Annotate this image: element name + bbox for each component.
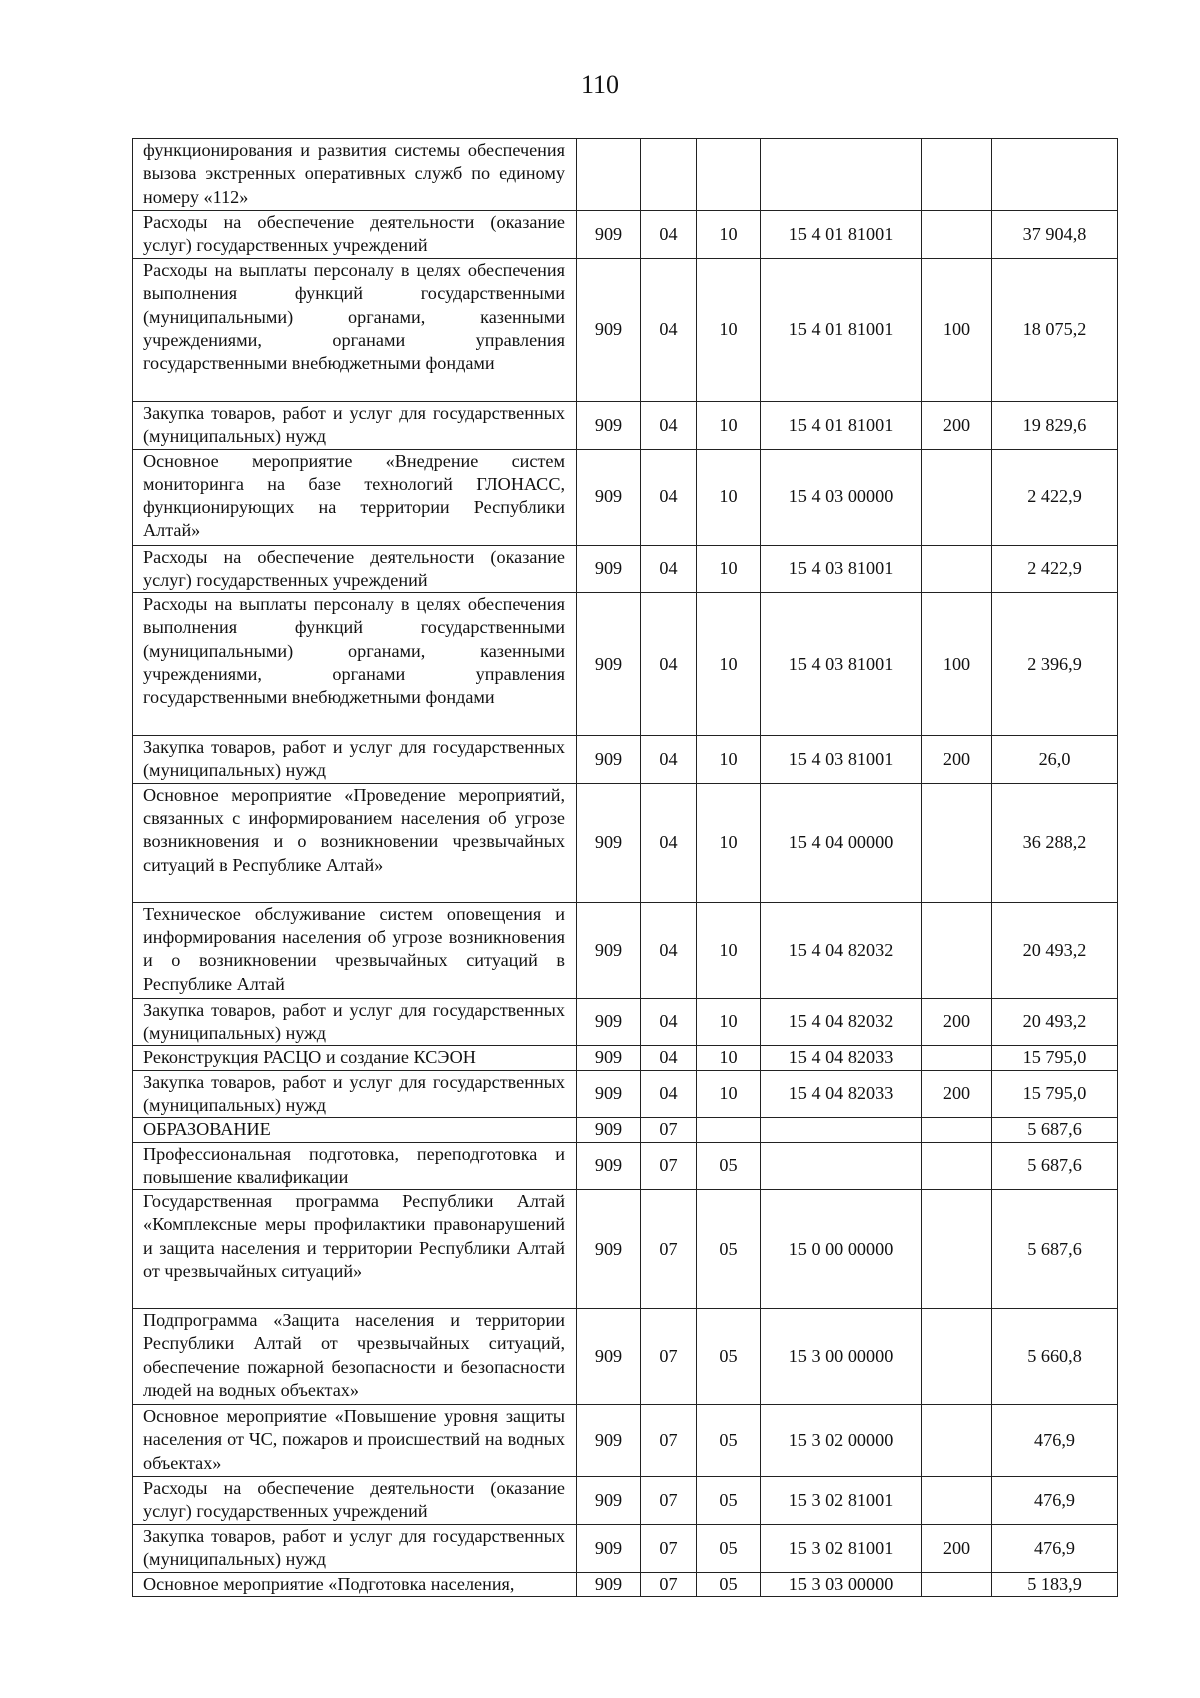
section-code-cell: [641, 139, 697, 211]
grbs-code-cell: 909: [577, 402, 641, 450]
expense-type-cell: 200: [922, 1524, 992, 1572]
grbs-code-cell: 909: [577, 545, 641, 593]
expense-type-cell: 200: [922, 736, 992, 784]
section-code-cell: 04: [641, 211, 697, 259]
expense-name-cell: Профессиональная подготовка, переподготовка и повышение квалификации: [133, 1142, 577, 1190]
target-article-cell: 15 3 00 00000: [761, 1309, 922, 1405]
table-row: [133, 998, 1118, 1046]
budget-table: [132, 138, 1118, 1597]
section-code-cell: 04: [641, 593, 697, 736]
expense-name-cell: Расходы на обеспечение деятельности (оказание услуг) государственных учреждений: [133, 211, 577, 259]
target-article-cell: 15 3 02 00000: [761, 1405, 922, 1477]
section-code-cell: 04: [641, 783, 697, 902]
expense-name-cell: Основное мероприятие «Проведение мероприятий, связанных с информированием населения об угрозе возникновения и о возникновении чрезвычайных ситуаций в Республике Алтай»: [133, 783, 577, 902]
table-row: [133, 211, 1118, 259]
expense-name-cell: Расходы на выплаты персоналу в целях обеспечения выполнения функций государственными (муниципальными) органами, казенными учреждениями, органами управления государственными внебюджетными фондами: [133, 259, 577, 402]
section-code-cell: 07: [641, 1405, 697, 1477]
grbs-code-cell: 909: [577, 998, 641, 1046]
subsection-code-cell: 05: [697, 1524, 761, 1572]
grbs-code-cell: 909: [577, 1405, 641, 1477]
section-code-cell: 04: [641, 449, 697, 545]
grbs-code-cell: 909: [577, 1070, 641, 1118]
section-code-cell: 07: [641, 1524, 697, 1572]
expense-name-cell: Расходы на обеспечение деятельности (оказание услуг) государственных учреждений: [133, 1477, 577, 1525]
section-code-cell: 04: [641, 545, 697, 593]
expense-type-cell: [922, 1572, 992, 1596]
table-row: [133, 1190, 1118, 1309]
table-row: [133, 736, 1118, 784]
section-code-cell: 04: [641, 998, 697, 1046]
expense-name-cell: Основное мероприятие «Внедрение систем мониторинга на базе технологий ГЛОНАСС, функционирующих на территории Республики Алтай»: [133, 449, 577, 545]
grbs-code-cell: 909: [577, 1477, 641, 1525]
subsection-code-cell: 10: [697, 593, 761, 736]
grbs-code-cell: 909: [577, 1524, 641, 1572]
grbs-code-cell: 909: [577, 1046, 641, 1070]
page-number: 110: [580, 70, 620, 99]
amount-cell: 5 687,6: [992, 1118, 1118, 1142]
subsection-code-cell: [697, 139, 761, 211]
expense-name-cell: Закупка товаров, работ и услуг для государственных (муниципальных) нужд: [133, 1524, 577, 1572]
expense-name-cell: Государственная программа Республики Алтай «Комплексные меры профилактики правонарушений и защита населения и территории Республики Алтай от чрезвычайных ситуаций»: [133, 1190, 577, 1309]
expense-name-cell: Закупка товаров, работ и услуг для государственных (муниципальных) нужд: [133, 736, 577, 784]
amount-cell: 19 829,6: [992, 402, 1118, 450]
subsection-code-cell: 10: [697, 783, 761, 902]
expense-type-cell: [922, 1142, 992, 1190]
table-row: [133, 259, 1118, 402]
table-row: [133, 139, 1118, 211]
section-code-cell: 07: [641, 1118, 697, 1142]
budget-table-body: [133, 139, 1118, 1597]
table-row: [133, 545, 1118, 593]
grbs-code-cell: 909: [577, 449, 641, 545]
grbs-code-cell: 909: [577, 1572, 641, 1596]
grbs-code-cell: 909: [577, 1142, 641, 1190]
amount-cell: 2 422,9: [992, 449, 1118, 545]
expense-type-cell: 100: [922, 259, 992, 402]
subsection-code-cell: [697, 1118, 761, 1142]
amount-cell: 26,0: [992, 736, 1118, 784]
table-row: [133, 1405, 1118, 1477]
expense-type-cell: [922, 1046, 992, 1070]
amount-cell: 476,9: [992, 1405, 1118, 1477]
grbs-code-cell: 909: [577, 1190, 641, 1309]
amount-cell: 5 660,8: [992, 1309, 1118, 1405]
subsection-code-cell: 10: [697, 545, 761, 593]
target-article-cell: 15 4 03 81001: [761, 545, 922, 593]
subsection-code-cell: 05: [697, 1572, 761, 1596]
expense-type-cell: [922, 449, 992, 545]
target-article-cell: 15 3 03 00000: [761, 1572, 922, 1596]
table-row: [133, 1524, 1118, 1572]
section-code-cell: 07: [641, 1142, 697, 1190]
table-row: [133, 902, 1118, 998]
expense-name-cell: Расходы на обеспечение деятельности (оказание услуг) государственных учреждений: [133, 545, 577, 593]
expense-type-cell: 200: [922, 402, 992, 450]
subsection-code-cell: 05: [697, 1309, 761, 1405]
table-row: [133, 1070, 1118, 1118]
table-row: [133, 1572, 1118, 1596]
subsection-code-cell: 05: [697, 1142, 761, 1190]
expense-type-cell: [922, 139, 992, 211]
expense-name-cell: Техническое обслуживание систем оповещения и информирования населения об угрозе возникновения и о возникновении чрезвычайных ситуаций в Республике Алтай: [133, 902, 577, 998]
target-article-cell: [761, 1118, 922, 1142]
target-article-cell: 15 4 03 81001: [761, 593, 922, 736]
amount-cell: 5 687,6: [992, 1142, 1118, 1190]
amount-cell: 20 493,2: [992, 998, 1118, 1046]
target-article-cell: 15 4 04 00000: [761, 783, 922, 902]
target-article-cell: 15 0 00 00000: [761, 1190, 922, 1309]
table-row: [133, 402, 1118, 450]
amount-cell: 37 904,8: [992, 211, 1118, 259]
target-article-cell: 15 4 04 82033: [761, 1070, 922, 1118]
section-code-cell: 07: [641, 1190, 697, 1309]
section-code-cell: 04: [641, 902, 697, 998]
amount-cell: 36 288,2: [992, 783, 1118, 902]
grbs-code-cell: 909: [577, 736, 641, 784]
subsection-code-cell: 10: [697, 449, 761, 545]
amount-cell: 476,9: [992, 1524, 1118, 1572]
target-article-cell: 15 4 04 82032: [761, 902, 922, 998]
target-article-cell: 15 4 01 81001: [761, 402, 922, 450]
target-article-cell: 15 4 01 81001: [761, 259, 922, 402]
expense-type-cell: [922, 1309, 992, 1405]
section-code-cell: 07: [641, 1309, 697, 1405]
table-row: [133, 1118, 1118, 1142]
expense-type-cell: [922, 211, 992, 259]
expense-name-cell: функционирования и развития системы обеспечения вызова экстренных оперативных служб по единому номеру «112»: [133, 139, 577, 211]
section-code-cell: 04: [641, 1070, 697, 1118]
subsection-code-cell: 10: [697, 1046, 761, 1070]
amount-cell: 18 075,2: [992, 259, 1118, 402]
amount-cell: 2 422,9: [992, 545, 1118, 593]
subsection-code-cell: 10: [697, 1070, 761, 1118]
expense-name-cell: ОБРАЗОВАНИЕ: [133, 1118, 577, 1142]
section-code-cell: 04: [641, 259, 697, 402]
table-row: [133, 449, 1118, 545]
expense-name-cell: Подпрограмма «Защита населения и территории Республики Алтай от чрезвычайных ситуаций, обеспечение пожарной безопасности и безопасности людей на водных объектах»: [133, 1309, 577, 1405]
grbs-code-cell: 909: [577, 593, 641, 736]
expense-type-cell: [922, 902, 992, 998]
grbs-code-cell: [577, 139, 641, 211]
section-code-cell: 07: [641, 1477, 697, 1525]
expense-name-cell: Реконструкция РАСЦО и создание КСЭОН: [133, 1046, 577, 1070]
expense-name-cell: Основное мероприятие «Подготовка населения,: [133, 1572, 577, 1596]
table-row: [133, 783, 1118, 902]
subsection-code-cell: 10: [697, 211, 761, 259]
grbs-code-cell: 909: [577, 1118, 641, 1142]
amount-cell: 476,9: [992, 1477, 1118, 1525]
grbs-code-cell: 909: [577, 211, 641, 259]
table-row: [133, 1046, 1118, 1070]
target-article-cell: [761, 1142, 922, 1190]
subsection-code-cell: 10: [697, 259, 761, 402]
expense-type-cell: [922, 1405, 992, 1477]
subsection-code-cell: 10: [697, 998, 761, 1046]
expense-type-cell: 200: [922, 1070, 992, 1118]
target-article-cell: 15 4 04 82033: [761, 1046, 922, 1070]
grbs-code-cell: 909: [577, 783, 641, 902]
subsection-code-cell: 10: [697, 902, 761, 998]
table-row: [133, 1309, 1118, 1405]
section-code-cell: 04: [641, 1046, 697, 1070]
expense-type-cell: [922, 1477, 992, 1525]
subsection-code-cell: 10: [697, 402, 761, 450]
expense-type-cell: 100: [922, 593, 992, 736]
expense-name-cell: Закупка товаров, работ и услуг для государственных (муниципальных) нужд: [133, 402, 577, 450]
grbs-code-cell: 909: [577, 259, 641, 402]
section-code-cell: 04: [641, 736, 697, 784]
table-row: [133, 593, 1118, 736]
table-row: [133, 1477, 1118, 1525]
expense-name-cell: Основное мероприятие «Повышение уровня защиты населения от ЧС, пожаров и происшествий на водных объектах»: [133, 1405, 577, 1477]
subsection-code-cell: 05: [697, 1405, 761, 1477]
expense-type-cell: [922, 783, 992, 902]
amount-cell: 5 183,9: [992, 1572, 1118, 1596]
grbs-code-cell: 909: [577, 1309, 641, 1405]
expense-type-cell: [922, 1118, 992, 1142]
subsection-code-cell: 05: [697, 1477, 761, 1525]
target-article-cell: [761, 139, 922, 211]
table-row: [133, 1142, 1118, 1190]
target-article-cell: 15 3 02 81001: [761, 1477, 922, 1525]
expense-type-cell: 200: [922, 998, 992, 1046]
amount-cell: 5 687,6: [992, 1190, 1118, 1309]
amount-cell: [992, 139, 1118, 211]
section-code-cell: 07: [641, 1572, 697, 1596]
amount-cell: 20 493,2: [992, 902, 1118, 998]
target-article-cell: 15 4 03 81001: [761, 736, 922, 784]
section-code-cell: 04: [641, 402, 697, 450]
target-article-cell: 15 3 02 81001: [761, 1524, 922, 1572]
target-article-cell: 15 4 03 00000: [761, 449, 922, 545]
expense-name-cell: Закупка товаров, работ и услуг для государственных (муниципальных) нужд: [133, 1070, 577, 1118]
amount-cell: 15 795,0: [992, 1046, 1118, 1070]
expense-type-cell: [922, 545, 992, 593]
subsection-code-cell: 05: [697, 1190, 761, 1309]
target-article-cell: 15 4 04 82032: [761, 998, 922, 1046]
subsection-code-cell: 10: [697, 736, 761, 784]
target-article-cell: 15 4 01 81001: [761, 211, 922, 259]
amount-cell: 2 396,9: [992, 593, 1118, 736]
expense-type-cell: [922, 1190, 992, 1309]
expense-name-cell: Закупка товаров, работ и услуг для государственных (муниципальных) нужд: [133, 998, 577, 1046]
grbs-code-cell: 909: [577, 902, 641, 998]
amount-cell: 15 795,0: [992, 1070, 1118, 1118]
expense-name-cell: Расходы на выплаты персоналу в целях обеспечения выполнения функций государственными (муниципальными) органами, казенными учреждениями, органами управления государственными внебюджетными фондами: [133, 593, 577, 736]
